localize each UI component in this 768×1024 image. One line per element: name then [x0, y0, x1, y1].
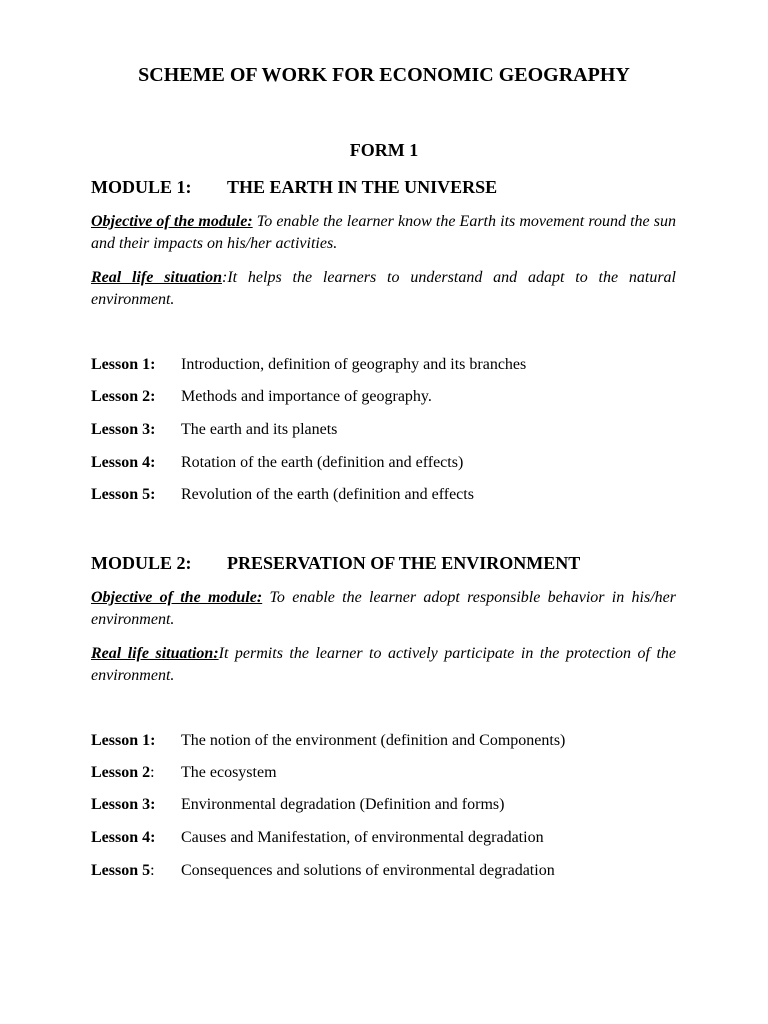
lesson-label: Lesson 2: — [91, 388, 156, 405]
real-life-label: Real life situation — [91, 269, 222, 286]
lesson-text: Introduction, definition of geography and its branches — [181, 356, 527, 373]
lesson-item — [91, 829, 544, 847]
module-1-real-life — [91, 267, 676, 311]
lesson-item — [91, 421, 337, 439]
module-2-real-life — [91, 643, 676, 687]
lesson-item — [91, 388, 432, 406]
real-life-text: It permits the learner to actively participate in the protection of the environment. — [91, 645, 677, 684]
module-2-objective — [91, 587, 676, 631]
lesson-label: Lesson 5 — [91, 862, 151, 879]
lesson-suffix: : — [150, 764, 155, 781]
objective-label: Objective of the module: — [91, 213, 253, 230]
lesson-suffix: : — [150, 862, 155, 879]
module-1-number: MODULE 1: — [91, 177, 192, 197]
lesson-item — [91, 486, 474, 504]
lesson-item — [91, 764, 277, 782]
lesson-label: Lesson 3: — [91, 796, 156, 813]
lesson-text: Rotation of the earth (definition and effects) — [181, 454, 464, 471]
document-title: SCHEME OF WORK FOR ECONOMIC GEOGRAPHY — [138, 64, 630, 86]
lesson-text: Consequences and solutions of environmental degradation — [181, 862, 555, 879]
lesson-label: Lesson 2 — [91, 764, 151, 781]
lesson-text: Revolution of the earth (definition and effects — [181, 486, 474, 503]
lesson-text: The notion of the environment (definition and Components) — [181, 732, 566, 749]
lesson-text: Methods and importance of geography. — [181, 388, 432, 405]
lesson-label: Lesson 1: — [91, 732, 156, 749]
module-1-objective — [91, 211, 676, 255]
lesson-item — [91, 732, 565, 750]
lesson-label: Lesson 4: — [91, 829, 156, 846]
lesson-item — [91, 862, 555, 880]
lesson-text: The earth and its planets — [181, 421, 338, 438]
lesson-label: Lesson 3: — [91, 421, 156, 438]
lesson-label: Lesson 1: — [91, 356, 156, 373]
real-life-text: :It helps the learners to understand and adapt to the natural environment. — [91, 269, 677, 308]
lesson-item — [91, 796, 504, 814]
module-2-heading — [91, 553, 580, 574]
objective-label: Objective of the module: — [91, 589, 263, 606]
form-title: FORM 1 — [349, 140, 419, 160]
module-1-name: THE EARTH IN THE UNIVERSE — [227, 177, 498, 197]
module-2-name: PRESERVATION OF THE ENVIRONMENT — [227, 553, 581, 573]
lesson-text: The ecosystem — [181, 764, 277, 781]
module-2-number: MODULE 2: — [91, 553, 192, 573]
module-1-heading — [91, 177, 497, 198]
objective-text: To enable the learner adopt responsible behavior in his/her environment. — [91, 589, 676, 628]
lesson-item — [91, 454, 463, 472]
lesson-text: Causes and Manifestation, of environmental degradation — [181, 829, 544, 846]
objective-text: To enable the learner know the Earth its movement round the sun and their impacts on his/her activities. — [91, 213, 676, 252]
lesson-text: Environmental degradation (Definition and forms) — [181, 796, 505, 813]
lesson-label: Lesson 5: — [91, 486, 156, 503]
lesson-label: Lesson 4: — [91, 454, 156, 471]
real-life-label: Real life situation: — [91, 645, 219, 662]
lesson-item — [91, 356, 526, 374]
